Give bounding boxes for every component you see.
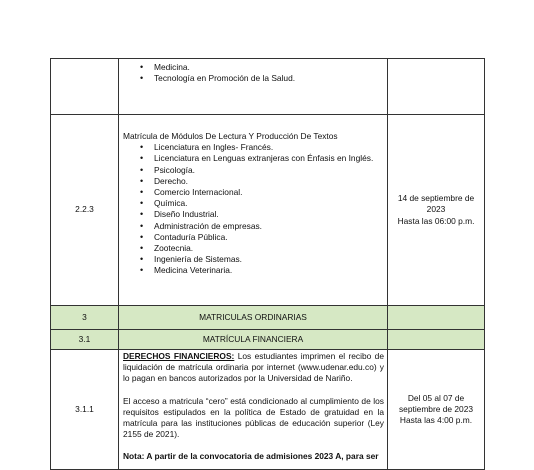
list-item: • Licenciatura en Ingles- Francés. <box>140 142 387 153</box>
list-item: • Comercio Internacional. <box>140 187 387 198</box>
list-item: • Diseño Industrial. <box>140 209 387 220</box>
date-line: 2023 <box>426 204 446 215</box>
section-date-cell <box>388 306 485 330</box>
paragraph-text: Los estudiantes imprimen el recibo de liquidación de matrícula ordinaria por internet (www.udenar.edu.co) y lo pagan en bancos autorizados por la Universidad de Nariño. <box>123 351 384 384</box>
paragraph <box>119 351 387 385</box>
time-line: Hasta las 06:00 p.m. <box>397 215 475 226</box>
table-row <box>51 115 485 306</box>
row-date-cell <box>388 115 485 306</box>
date-line: Del 05 al 07 de <box>407 392 465 403</box>
row-number-cell: 2.2.3 <box>51 115 119 306</box>
row-date-cell <box>388 59 485 115</box>
time-line: Hasta las 4:00 p.m. <box>399 415 473 426</box>
table-row <box>51 350 485 470</box>
schedule-table <box>50 58 485 470</box>
section-row <box>51 306 485 330</box>
paragraph: El acceso a matricula “cero” está condicionado al cumplimiento de los requisitos estipulados en la política de Estado de gratuidad en la matrícula para las instituciones públicas de educación superior (Ley 2155 de 2021). <box>123 395 384 440</box>
list-item: • Licenciatura en Lenguas extranjeras con Énfasis en Inglés. <box>140 153 387 164</box>
list-item: • Zootecnia. <box>140 243 387 254</box>
list-item: • Contaduría Pública. <box>140 232 387 243</box>
row-content-cell <box>119 59 388 115</box>
section-row <box>51 330 485 350</box>
row-content-cell <box>119 350 388 470</box>
section-number: 3 <box>51 306 119 330</box>
list-item: • Química. <box>140 198 387 209</box>
list-item: • Derecho. <box>140 176 387 187</box>
list-item: • Medicina Veterinaria. <box>140 265 387 276</box>
section-number: 3.1 <box>51 330 119 350</box>
row-content-cell <box>119 115 388 306</box>
row-number-cell <box>51 59 119 115</box>
list-item: • Administración de empresas. <box>140 221 387 232</box>
list-item: • Ingeniería de Sistemas. <box>140 254 387 265</box>
list-item: • Tecnología en Promoción de la Salud. <box>140 73 387 84</box>
row-title: Matrícula de Módulos De Lectura Y Producción De Textos <box>123 131 338 141</box>
row-date-cell <box>388 350 485 470</box>
section-date-cell <box>388 330 485 350</box>
list-item: • Medicina. <box>140 62 387 73</box>
date-line: 14 de septiembre de <box>397 193 475 204</box>
list-item: • Psicología. <box>140 165 387 176</box>
section-title: MATRÍCULA FINANCIERA <box>119 330 388 350</box>
section-title: MATRICULAS ORDINARIAS <box>119 306 388 330</box>
note-text: Nota: A partir de la convocatoria de admisiones 2023 A, para ser <box>123 451 379 462</box>
paragraph-lead: DERECHOS FINANCIEROS: <box>123 351 235 361</box>
date-line: septiembre de 2023 <box>398 403 474 414</box>
table-row <box>51 59 485 115</box>
row-number-cell: 3.1.1 <box>51 350 119 470</box>
